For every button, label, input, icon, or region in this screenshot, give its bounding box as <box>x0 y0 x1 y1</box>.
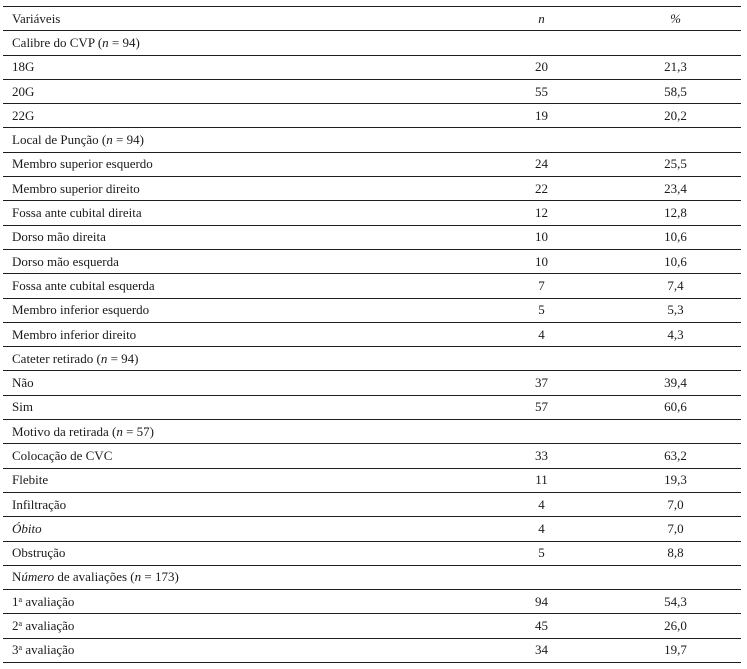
header-variables: Variáveis <box>3 7 473 31</box>
section-row-numero-avaliacoes <box>3 565 741 589</box>
row-n: 4 <box>473 322 610 346</box>
row-label: 22G <box>3 104 473 128</box>
row-label: Dorso mão esquerda <box>3 249 473 273</box>
row-percent: 23,4 <box>610 177 741 201</box>
row-percent: 19,7 <box>610 638 741 662</box>
section-title: Calibre do CVP (n = 94) <box>3 31 473 55</box>
row-percent: 20,2 <box>610 104 741 128</box>
row-label: Sim <box>3 395 473 419</box>
section-title: Cateter retirado (n = 94) <box>3 347 473 371</box>
row-percent: 5,3 <box>610 298 741 322</box>
row-label: Não <box>3 371 473 395</box>
row-label: Dorso mão direita <box>3 225 473 249</box>
row-n: 4 <box>473 492 610 516</box>
row-n: 45 <box>473 614 610 638</box>
table-row <box>3 201 741 225</box>
table-row <box>3 177 741 201</box>
row-label: 2$^a$ avaliação <box>3 614 473 638</box>
row-percent: 7,0 <box>610 517 741 541</box>
row-label: 18G <box>3 55 473 79</box>
row-n: 94 <box>473 590 610 614</box>
header-n: n <box>473 7 610 31</box>
row-n: 24 <box>473 152 610 176</box>
row-n: 37 <box>473 371 610 395</box>
table-row <box>3 541 741 565</box>
row-percent: 19,3 <box>610 468 741 492</box>
row-percent: 4,3 <box>610 322 741 346</box>
row-percent: 10,6 <box>610 249 741 273</box>
row-percent: 7,4 <box>610 274 741 298</box>
table-row <box>3 104 741 128</box>
row-percent: 12,8 <box>610 201 741 225</box>
section-row-motivo-retirada <box>3 420 741 444</box>
table-row <box>3 79 741 103</box>
row-n: 10 <box>473 225 610 249</box>
table-row <box>3 492 741 516</box>
section-title: Motivo da retirada (n = 57) <box>3 420 473 444</box>
table-row <box>3 152 741 176</box>
data-table-container <box>3 6 741 663</box>
table-row <box>3 274 741 298</box>
row-percent: 25,5 <box>610 152 741 176</box>
row-percent: 54,3 <box>610 590 741 614</box>
row-label: Membro superior direito <box>3 177 473 201</box>
row-label: Obstrução <box>3 541 473 565</box>
row-percent: 58,5 <box>610 79 741 103</box>
section-row-local-puncao <box>3 128 741 152</box>
row-n: 33 <box>473 444 610 468</box>
row-percent: 8,8 <box>610 541 741 565</box>
table-row <box>3 638 741 662</box>
header-row <box>3 7 741 31</box>
row-n: 22 <box>473 177 610 201</box>
table-row <box>3 395 741 419</box>
row-n: 12 <box>473 201 610 225</box>
row-label: Membro inferior esquerdo <box>3 298 473 322</box>
row-n: 5 <box>473 298 610 322</box>
row-n: 7 <box>473 274 610 298</box>
section-title: Local de Punção (n = 94) <box>3 128 473 152</box>
table-row <box>3 225 741 249</box>
row-n: 55 <box>473 79 610 103</box>
row-n: 57 <box>473 395 610 419</box>
row-label: Membro inferior direito <box>3 322 473 346</box>
row-label: Flebite <box>3 468 473 492</box>
row-n: 19 <box>473 104 610 128</box>
row-label: 1$^a$ avaliação <box>3 590 473 614</box>
table-row <box>3 444 741 468</box>
section-title: Número de avaliações (n = 173) <box>3 565 473 589</box>
table-row <box>3 468 741 492</box>
row-label: Infiltração <box>3 492 473 516</box>
row-n: 20 <box>473 55 610 79</box>
row-percent: 10,6 <box>610 225 741 249</box>
table-row <box>3 249 741 273</box>
row-label: 20G <box>3 79 473 103</box>
row-percent: 63,2 <box>610 444 741 468</box>
table-row <box>3 298 741 322</box>
row-percent: 21,3 <box>610 55 741 79</box>
row-label: Óbito <box>3 517 473 541</box>
row-n: 34 <box>473 638 610 662</box>
row-label: Colocação de CVC <box>3 444 473 468</box>
row-n: 4 <box>473 517 610 541</box>
table-row <box>3 371 741 395</box>
header-percent: % <box>610 7 741 31</box>
table-row <box>3 590 741 614</box>
row-label: Fossa ante cubital esquerda <box>3 274 473 298</box>
row-label: 3$^a$ avaliação <box>3 638 473 662</box>
table-row <box>3 55 741 79</box>
row-percent: 60,6 <box>610 395 741 419</box>
section-row-cateter-retirado <box>3 347 741 371</box>
row-n: 11 <box>473 468 610 492</box>
variables-table <box>3 6 741 663</box>
row-label: Fossa ante cubital direita <box>3 201 473 225</box>
row-n: 5 <box>473 541 610 565</box>
table-row <box>3 614 741 638</box>
section-row-calibre <box>3 31 741 55</box>
row-n: 10 <box>473 249 610 273</box>
table-row <box>3 322 741 346</box>
row-label: Membro superior esquerdo <box>3 152 473 176</box>
row-percent: 7,0 <box>610 492 741 516</box>
table-row <box>3 517 741 541</box>
row-percent: 39,4 <box>610 371 741 395</box>
row-percent: 26,0 <box>610 614 741 638</box>
